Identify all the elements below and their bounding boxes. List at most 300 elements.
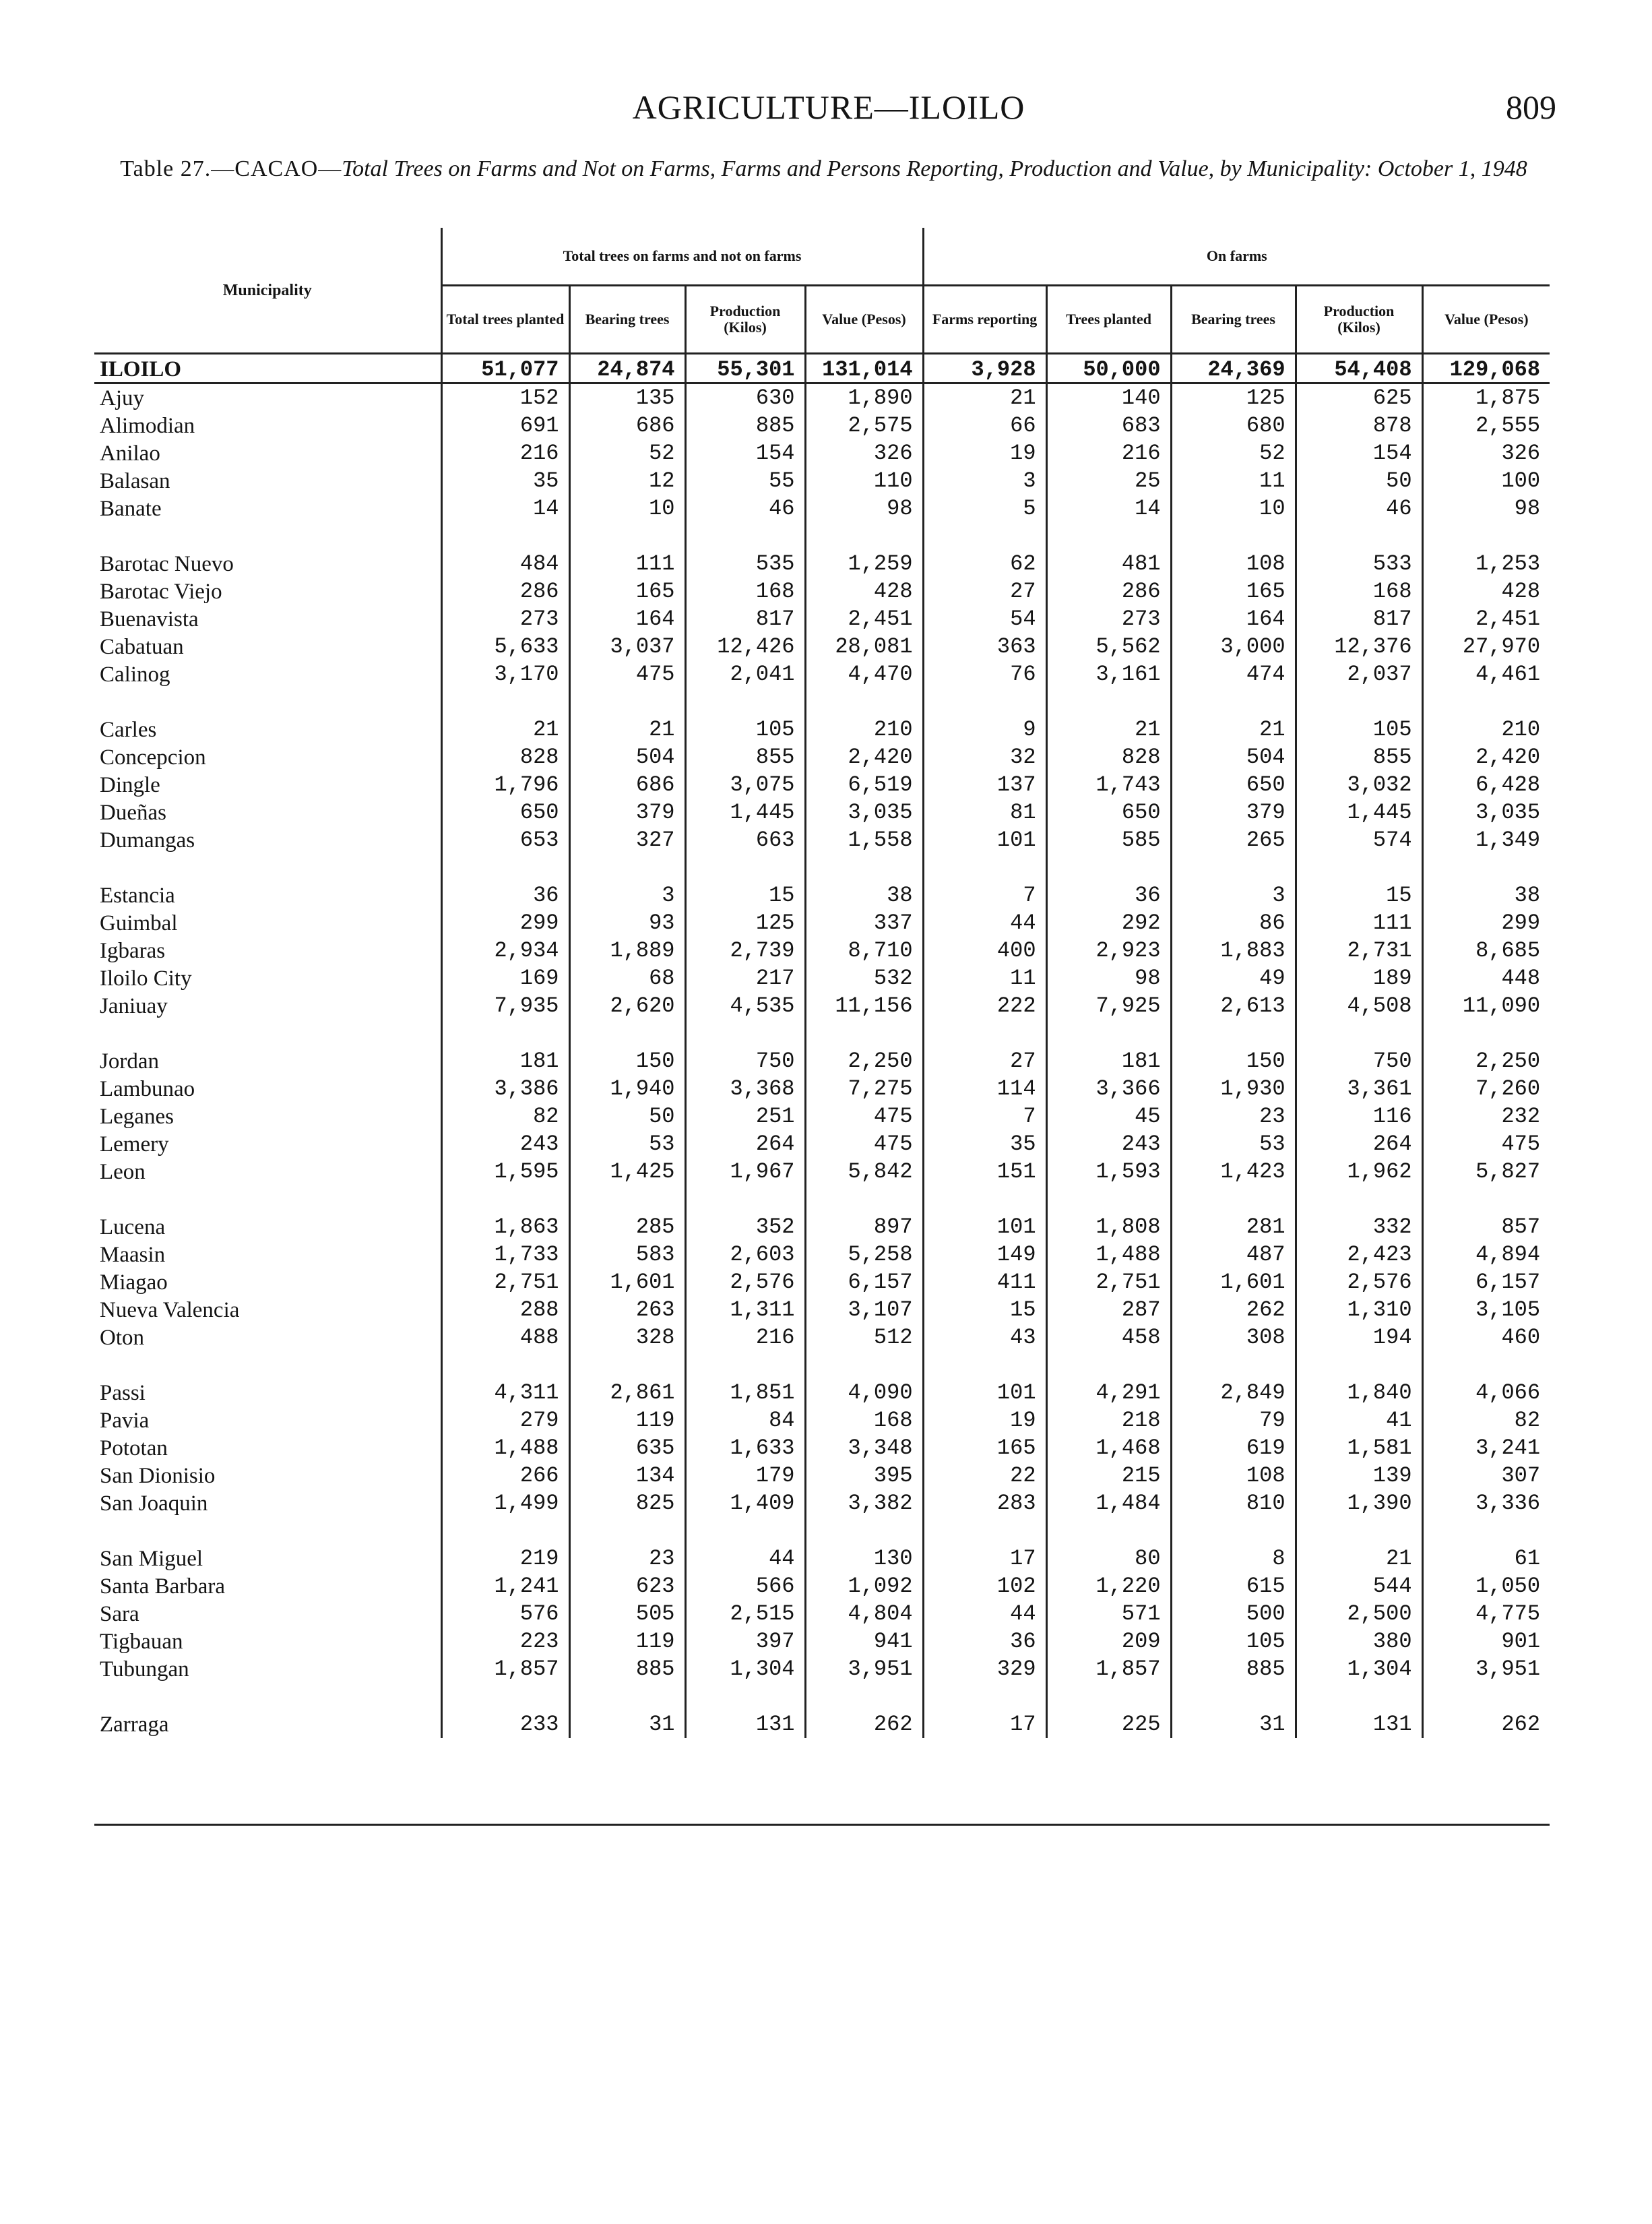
table-cell: 168 (1296, 578, 1422, 605)
table-cell: 35 (923, 1130, 1046, 1158)
municipality-name: Carles (100, 718, 157, 742)
municipality-header: Municipality (94, 228, 441, 354)
table-cell: 11,090 (1422, 992, 1550, 1020)
table-cell: 264 (685, 1130, 805, 1158)
table-cell: 210 (1422, 716, 1550, 743)
table-cell: 1,840 (1296, 1379, 1422, 1407)
table-cell: 625 (1296, 383, 1422, 412)
table-row (94, 1047, 1550, 1075)
table-cell: 532 (805, 964, 923, 992)
table-cell: 299 (1422, 909, 1550, 937)
table-row (94, 964, 1550, 992)
municipality-name: Guimbal (100, 911, 178, 935)
table-cell: 3,951 (805, 1655, 923, 1683)
table-cell: 8 (1171, 1545, 1296, 1572)
table-cell: 3 (1171, 882, 1296, 909)
table-cell: 1,445 (685, 799, 805, 826)
table-cell: 680 (1171, 412, 1296, 439)
table-cell: 292 (1046, 909, 1171, 937)
table-cell: 504 (569, 743, 685, 771)
table-row (94, 1462, 1550, 1489)
table-cell: 17 (923, 1545, 1046, 1572)
table-cell: 21 (1296, 1545, 1422, 1572)
table-cell: 535 (685, 550, 805, 578)
table-cell: 337 (805, 909, 923, 937)
table-cell: 262 (1171, 1296, 1296, 1324)
table-row (94, 1434, 1550, 1462)
table-cell: 125 (1171, 383, 1296, 412)
table-cell: 130 (805, 1545, 923, 1572)
table-cell: 686 (569, 771, 685, 799)
table-cell: 285 (569, 1213, 685, 1241)
table-cell: 855 (685, 743, 805, 771)
table-cell: 1,423 (1171, 1158, 1296, 1185)
table-cell: 12,426 (685, 633, 805, 660)
table-cell: 149 (923, 1241, 1046, 1268)
table-cell: 129,068 (1422, 354, 1550, 383)
table-cell: 105 (685, 716, 805, 743)
table-cell: 1,425 (569, 1158, 685, 1185)
table-cell: 76 (923, 660, 1046, 688)
table-cell: 650 (1046, 799, 1171, 826)
page-header (101, 88, 1556, 142)
table-cell: 1,930 (1171, 1075, 1296, 1103)
table-cell: 52 (569, 439, 685, 467)
table-cell: 15 (1296, 882, 1422, 909)
table-cell: 50 (1296, 467, 1422, 495)
table-cell: 7,260 (1422, 1075, 1550, 1103)
table-cell: 119 (569, 1407, 685, 1434)
table-cell: 1,409 (685, 1489, 805, 1517)
table-cell: 1,863 (441, 1213, 569, 1241)
table-cell: 101 (923, 826, 1046, 854)
table-cell: 53 (569, 1130, 685, 1158)
table-cell: 544 (1296, 1572, 1422, 1600)
table-cell: 897 (805, 1213, 923, 1241)
table-cell: 287 (1046, 1296, 1171, 1324)
table-cell: 1,796 (441, 771, 569, 799)
municipality-name: Iloilo City (100, 966, 192, 991)
table-cell: 66 (923, 412, 1046, 439)
table-cell: 8,685 (1422, 937, 1550, 964)
table-cell: 1,733 (441, 1241, 569, 1268)
table-cell: 165 (923, 1434, 1046, 1462)
table-cell: 7 (923, 1103, 1046, 1130)
table-row (94, 1324, 1550, 1351)
table-cell: 825 (569, 1489, 685, 1517)
table-cell: 179 (685, 1462, 805, 1489)
table-cell: 11,156 (805, 992, 923, 1020)
table-cell: 4,066 (1422, 1379, 1550, 1407)
table-cell: 3,037 (569, 633, 685, 660)
table-cell: 1,633 (685, 1434, 805, 1462)
table-cell: 475 (805, 1130, 923, 1158)
table-cell: 9 (923, 716, 1046, 743)
table-cell: 484 (441, 550, 569, 578)
table-cell: 54,408 (1296, 354, 1422, 383)
table-cell: 101 (923, 1213, 1046, 1241)
table-cell: 19 (923, 439, 1046, 467)
group-header-on-farms: On farms (923, 228, 1550, 286)
municipality-name: Lucena (100, 1215, 166, 1239)
table-cell: 630 (685, 383, 805, 412)
table-cell: 2,849 (1171, 1379, 1296, 1407)
table-cell: 28,081 (805, 633, 923, 660)
table-cell: 216 (685, 1324, 805, 1351)
table-cell: 45 (1046, 1103, 1171, 1130)
column-header: Production (Kilos) (1296, 286, 1422, 354)
table-row (94, 550, 1550, 578)
table-row (94, 1103, 1550, 1130)
table-cell: 328 (569, 1324, 685, 1351)
table-cell: 15 (685, 882, 805, 909)
table-cell: 1,488 (441, 1434, 569, 1462)
table-cell: 286 (1046, 578, 1171, 605)
table-cell: 2,576 (685, 1268, 805, 1296)
table-cell: 3,170 (441, 660, 569, 688)
table-cell: 3,032 (1296, 771, 1422, 799)
municipality-name: Concepcion (100, 745, 206, 770)
table-cell: 326 (805, 439, 923, 467)
table-row (94, 1296, 1550, 1324)
municipality-name: Jordan (100, 1049, 159, 1074)
table-cell: 4,461 (1422, 660, 1550, 688)
table-cell: 273 (441, 605, 569, 633)
table-cell: 7 (923, 882, 1046, 909)
table-cell: 488 (441, 1324, 569, 1351)
table-cell: 4,090 (805, 1379, 923, 1407)
group-spacer (94, 854, 1550, 882)
table-cell: 857 (1422, 1213, 1550, 1241)
table-cell: 98 (1046, 964, 1171, 992)
table-cell: 219 (441, 1545, 569, 1572)
table-cell: 79 (1171, 1407, 1296, 1434)
table-cell: 400 (923, 937, 1046, 964)
table-cell: 3 (569, 882, 685, 909)
table-cell: 1,593 (1046, 1158, 1171, 1185)
table-cell: 273 (1046, 605, 1171, 633)
table-row (94, 467, 1550, 495)
table-cell: 38 (805, 882, 923, 909)
table-cell: 481 (1046, 550, 1171, 578)
table-cell: 650 (1171, 771, 1296, 799)
table-cell: 379 (1171, 799, 1296, 826)
table-cell: 574 (1296, 826, 1422, 854)
table-cell: 3,361 (1296, 1075, 1422, 1103)
group-header-total: Total trees on farms and not on farms (441, 228, 923, 286)
table-cell: 2,576 (1296, 1268, 1422, 1296)
table-cell: 4,311 (441, 1379, 569, 1407)
table-cell: 1,890 (805, 383, 923, 412)
table-cell: 12 (569, 467, 685, 495)
table-cell: 281 (1171, 1213, 1296, 1241)
municipality-name: Pototan (100, 1436, 168, 1460)
table-cell: 15 (923, 1296, 1046, 1324)
table-cell: 619 (1171, 1434, 1296, 1462)
table-cell: 98 (1422, 495, 1550, 522)
table-cell: 1,962 (1296, 1158, 1422, 1185)
table-cell: 150 (569, 1047, 685, 1075)
table-cell: 36 (923, 1628, 1046, 1655)
table-cell: 1,468 (1046, 1434, 1171, 1462)
municipality-name: Zarraga (100, 1712, 169, 1737)
table-cell: 140 (1046, 383, 1171, 412)
table-cell: 686 (569, 412, 685, 439)
table-cell: 111 (569, 550, 685, 578)
page-title: AGRICULTURE—ILOILO (632, 88, 1025, 126)
table-cell: 209 (1046, 1628, 1171, 1655)
table-cell: 2,934 (441, 937, 569, 964)
table-cell: 1,581 (1296, 1434, 1422, 1462)
table-cell: 251 (685, 1103, 805, 1130)
table-cell: 54 (923, 605, 1046, 633)
table-cell: 2,861 (569, 1379, 685, 1407)
table-cell: 286 (441, 578, 569, 605)
table-cell: 233 (441, 1710, 569, 1738)
table-cell: 2,603 (685, 1241, 805, 1268)
table-cell: 3,075 (685, 771, 805, 799)
municipality-name: San Miguel (100, 1547, 203, 1571)
table-cell: 262 (1422, 1710, 1550, 1738)
table-row (94, 1572, 1550, 1600)
table-cell: 4,291 (1046, 1379, 1171, 1407)
table-cell: 5,827 (1422, 1158, 1550, 1185)
table-cell: 139 (1296, 1462, 1422, 1489)
table-cell: 428 (1422, 578, 1550, 605)
table-cell: 901 (1422, 1628, 1550, 1655)
table-cell: 41 (1296, 1407, 1422, 1434)
table-cell: 395 (805, 1462, 923, 1489)
table-cell: 3,366 (1046, 1075, 1171, 1103)
group-spacer (94, 1517, 1550, 1545)
table-cell: 4,508 (1296, 992, 1422, 1020)
municipality-name: Passi (100, 1381, 146, 1405)
table-cell: 576 (441, 1600, 569, 1628)
table-cell: 44 (923, 909, 1046, 937)
table-cell: 2,751 (1046, 1268, 1171, 1296)
table-cell: 2,420 (1422, 743, 1550, 771)
table-cell: 181 (1046, 1047, 1171, 1075)
table-cell: 635 (569, 1434, 685, 1462)
table-row (94, 882, 1550, 909)
table-bottom-rule (94, 1824, 1550, 1826)
table-cell: 4,535 (685, 992, 805, 1020)
municipality-name: Lemery (100, 1132, 169, 1156)
table-cell: 571 (1046, 1600, 1171, 1628)
table-row (94, 716, 1550, 743)
table-cell: 38 (1422, 882, 1550, 909)
table-cell: 32 (923, 743, 1046, 771)
table-cell: 1,851 (685, 1379, 805, 1407)
table-cell: 154 (685, 439, 805, 467)
table-cell: 27,970 (1422, 633, 1550, 660)
table-cell: 154 (1296, 439, 1422, 467)
table-cell: 585 (1046, 826, 1171, 854)
table-cell: 10 (569, 495, 685, 522)
table-cell: 1,875 (1422, 383, 1550, 412)
table-cell: 615 (1171, 1572, 1296, 1600)
table-cell: 2,451 (805, 605, 923, 633)
table-row (94, 743, 1550, 771)
table-cell: 2,250 (805, 1047, 923, 1075)
table-cell: 3,348 (805, 1434, 923, 1462)
municipality-name: Tubungan (100, 1657, 189, 1681)
table-cell: 817 (1296, 605, 1422, 633)
table-row (94, 826, 1550, 854)
column-header: Production (Kilos) (685, 286, 805, 354)
table-cell: 3,951 (1422, 1655, 1550, 1683)
column-header: Bearing trees (569, 286, 685, 354)
group-spacer (94, 1683, 1550, 1710)
table-cell: 164 (569, 605, 685, 633)
table-row (94, 1379, 1550, 1407)
group-spacer (94, 1351, 1550, 1379)
table-cell: 2,751 (441, 1268, 569, 1296)
table-cell: 505 (569, 1600, 685, 1628)
table-cell: 84 (685, 1407, 805, 1434)
table-cell: 35 (441, 467, 569, 495)
data-table (94, 228, 1550, 1738)
table-cell: 98 (805, 495, 923, 522)
table-cell: 683 (1046, 412, 1171, 439)
municipality-name: Buenavista (100, 607, 199, 631)
table-cell: 1,259 (805, 550, 923, 578)
table-cell: 8,710 (805, 937, 923, 964)
table-cell: 3,928 (923, 354, 1046, 383)
municipality-name: Calinog (100, 662, 170, 687)
table-cell: 3,035 (1422, 799, 1550, 826)
table-row (94, 1158, 1550, 1185)
total-row-name: ILOILO (94, 354, 441, 383)
table-row (94, 578, 1550, 605)
table-cell: 53 (1171, 1130, 1296, 1158)
table-cell: 264 (1296, 1130, 1422, 1158)
table-cell: 288 (441, 1296, 569, 1324)
table-cell: 2,515 (685, 1600, 805, 1628)
column-header: Farms reporting (923, 286, 1046, 354)
table-cell: 216 (1046, 439, 1171, 467)
municipality-name: Dumangas (100, 828, 195, 853)
table-row (94, 1489, 1550, 1517)
municipality-name: Anilao (100, 441, 160, 466)
table-cell: 165 (1171, 578, 1296, 605)
table-cell: 14 (441, 495, 569, 522)
table-cell: 3,161 (1046, 660, 1171, 688)
table-cell: 216 (441, 439, 569, 467)
table-cell: 3,105 (1422, 1296, 1550, 1324)
table-cell: 941 (805, 1628, 923, 1655)
table-cell: 3,035 (805, 799, 923, 826)
table-cell: 750 (1296, 1047, 1422, 1075)
table-row (94, 1268, 1550, 1296)
table-cell: 82 (441, 1103, 569, 1130)
table-cell: 691 (441, 412, 569, 439)
municipality-name: Estancia (100, 884, 175, 908)
table-cell: 3,241 (1422, 1434, 1550, 1462)
table-cell: 135 (569, 383, 685, 412)
table-cell: 3,336 (1422, 1489, 1550, 1517)
table-row (94, 909, 1550, 937)
table-cell: 266 (441, 1462, 569, 1489)
table-row (94, 1545, 1550, 1572)
table-cell: 1,940 (569, 1075, 685, 1103)
table-cell: 169 (441, 964, 569, 992)
municipality-name: Cabatuan (100, 635, 184, 659)
table-cell: 3,368 (685, 1075, 805, 1103)
table-cell: 101 (923, 1379, 1046, 1407)
table-cell: 885 (685, 412, 805, 439)
table-label: Table 27.—CACAO— (120, 156, 342, 181)
municipality-name: Dueñas (100, 801, 166, 825)
table-cell: 1,390 (1296, 1489, 1422, 1517)
municipality-name: Lambunao (100, 1077, 195, 1101)
table-cell: 61 (1422, 1545, 1550, 1572)
table-cell: 110 (805, 467, 923, 495)
table-cell: 817 (685, 605, 805, 633)
table-cell: 222 (923, 992, 1046, 1020)
table-row (94, 1407, 1550, 1434)
table-cell: 3,000 (1171, 633, 1296, 660)
table-cell: 134 (569, 1462, 685, 1489)
table-cell: 262 (805, 1710, 923, 1738)
table-cell: 1,601 (569, 1268, 685, 1296)
table-cell: 81 (923, 799, 1046, 826)
table-cell: 2,500 (1296, 1600, 1422, 1628)
table-cell: 243 (441, 1130, 569, 1158)
table-cell: 27 (923, 578, 1046, 605)
table-cell: 2,923 (1046, 937, 1171, 964)
table-cell: 2,423 (1296, 1241, 1422, 1268)
table-cell: 217 (685, 964, 805, 992)
table-cell: 1,304 (1296, 1655, 1422, 1683)
table-cell: 4,470 (805, 660, 923, 688)
table-cell: 380 (1296, 1628, 1422, 1655)
table-body (94, 354, 1550, 1739)
table-cell: 50,000 (1046, 354, 1171, 383)
table-cell: 4,804 (805, 1600, 923, 1628)
table-cell: 46 (685, 495, 805, 522)
table-cell: 653 (441, 826, 569, 854)
table-cell: 119 (569, 1628, 685, 1655)
table-row (94, 1710, 1550, 1738)
table-cell: 1,445 (1296, 799, 1422, 826)
municipality-name: Pavia (100, 1409, 150, 1433)
table-cell: 181 (441, 1047, 569, 1075)
table-cell: 152 (441, 383, 569, 412)
municipality-name: Balasan (100, 469, 170, 493)
table-cell: 299 (441, 909, 569, 937)
municipality-name: Tigbauan (100, 1630, 183, 1654)
table-cell: 1,595 (441, 1158, 569, 1185)
table-cell: 1,484 (1046, 1489, 1171, 1517)
table-cell: 327 (569, 826, 685, 854)
table-cell: 583 (569, 1241, 685, 1268)
table-cell: 2,451 (1422, 605, 1550, 633)
table-cell: 108 (1171, 550, 1296, 578)
table-cell: 3,382 (805, 1489, 923, 1517)
table-cell: 397 (685, 1628, 805, 1655)
table-cell: 6,157 (805, 1268, 923, 1296)
page-number: 809 (1506, 88, 1556, 126)
table-cell: 31 (1171, 1710, 1296, 1738)
table-cell: 2,575 (805, 412, 923, 439)
table-cell: 21 (923, 383, 1046, 412)
table-cell: 46 (1296, 495, 1422, 522)
table-cell: 1,050 (1422, 1572, 1550, 1600)
table-cell: 3,386 (441, 1075, 569, 1103)
table-cell: 5,258 (805, 1241, 923, 1268)
table-cell: 4,894 (1422, 1241, 1550, 1268)
